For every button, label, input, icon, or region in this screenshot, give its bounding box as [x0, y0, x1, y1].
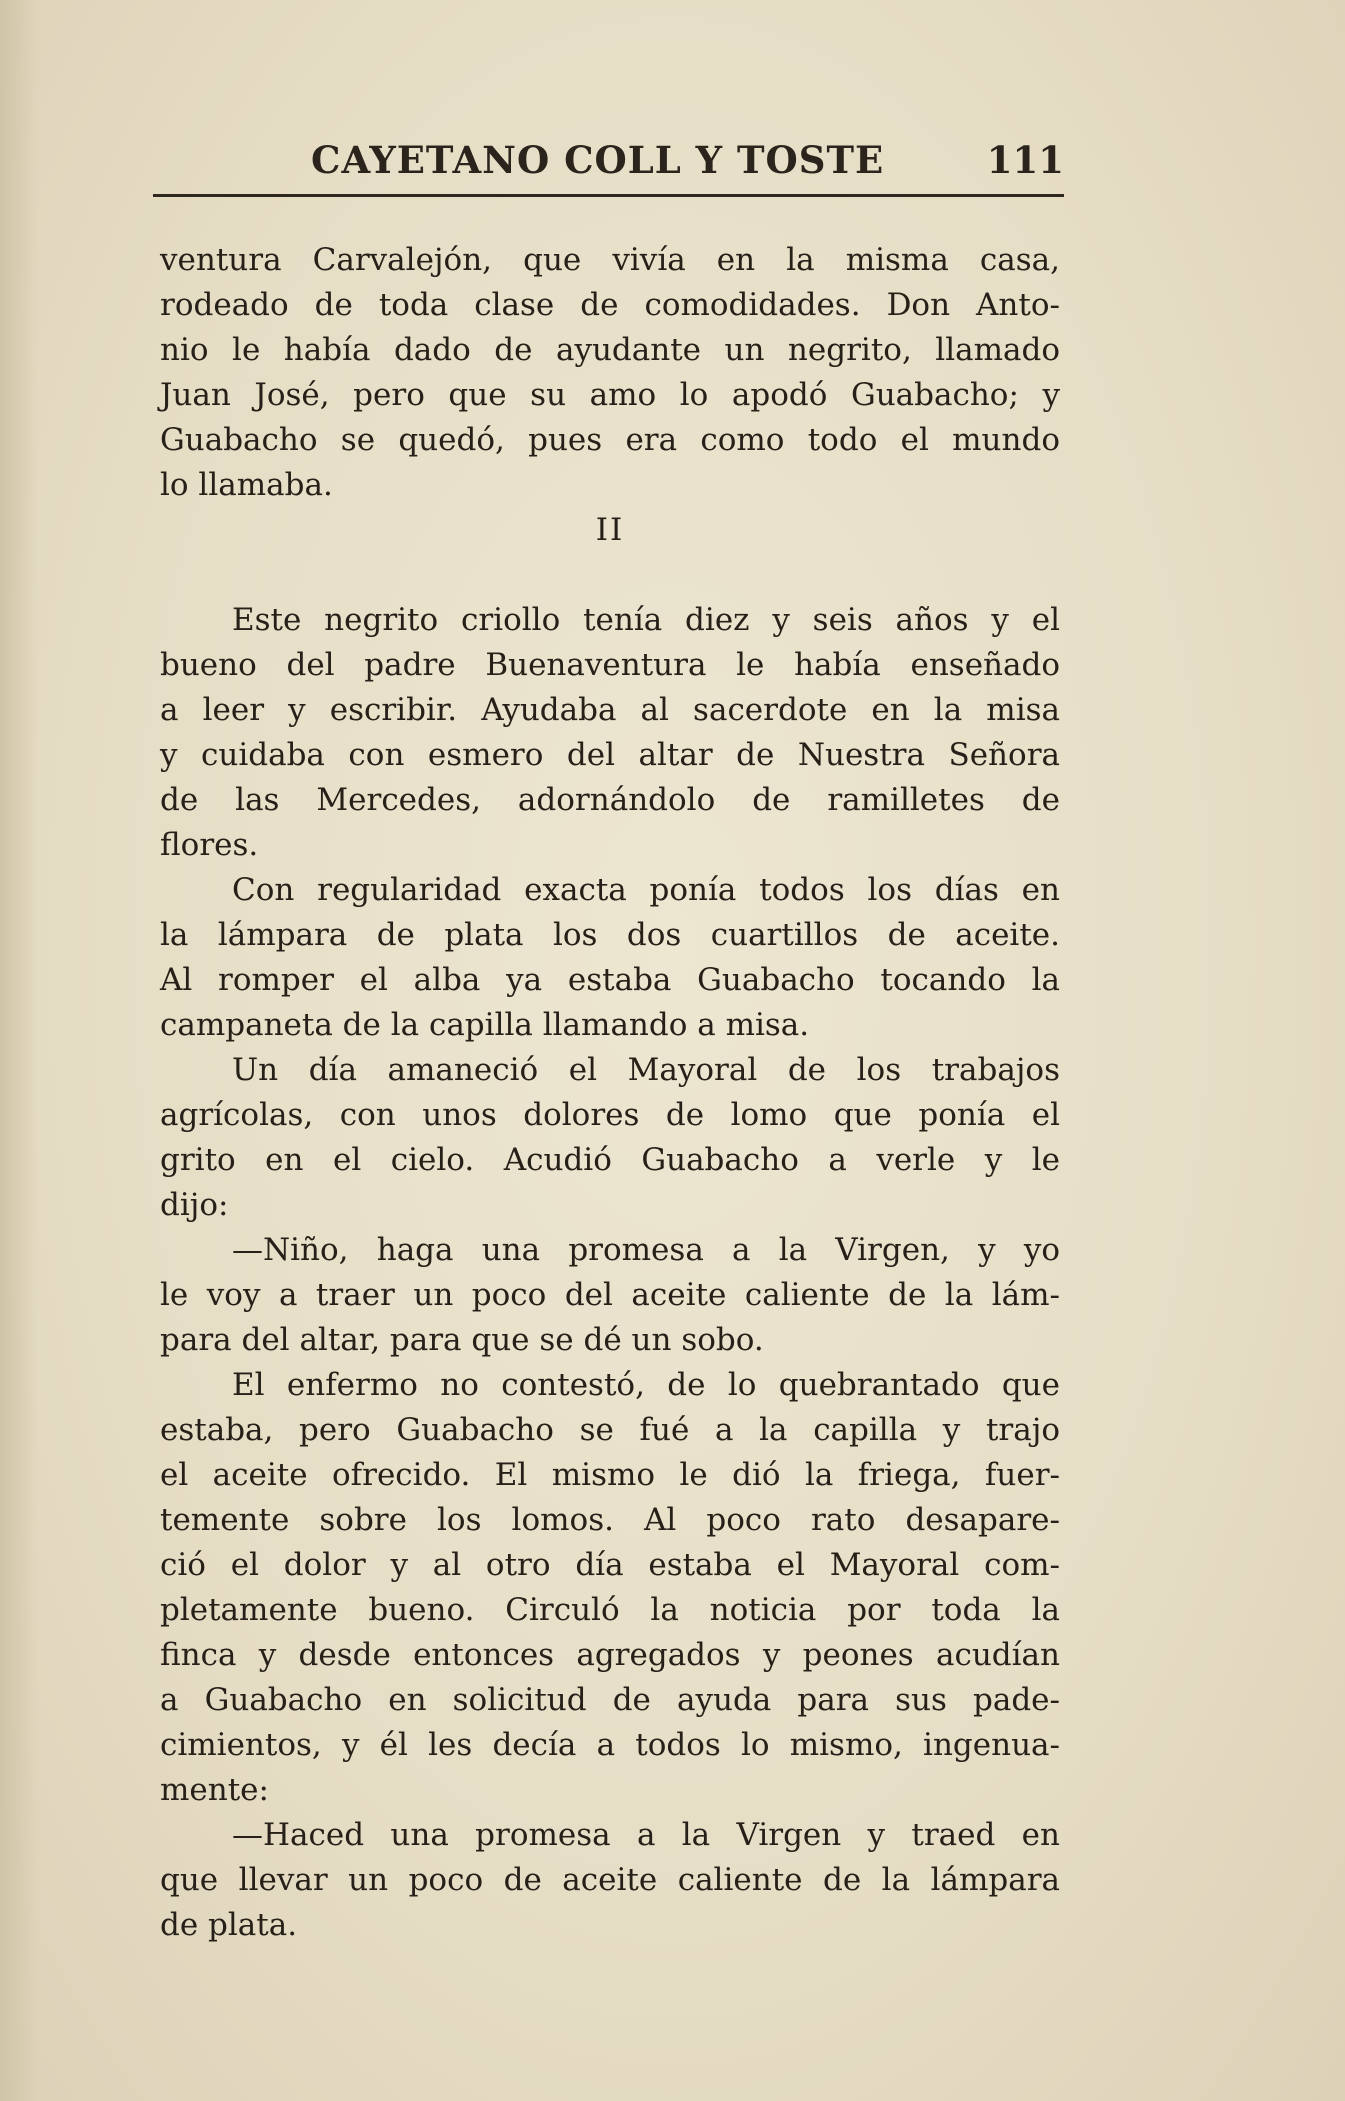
section-heading: II [595, 512, 625, 548]
spine-shadow [0, 0, 38, 2101]
text-line: flores. [160, 827, 259, 863]
paragraph [160, 1228, 1060, 1363]
text-line: Este negrito criollo tenía diez y seis años y el [232, 602, 1060, 638]
text-line: estaba, pero Guabacho se fué a la capilla y trajo [160, 1412, 1060, 1448]
page-number: 111 [986, 138, 1064, 182]
paragraph [160, 1048, 1060, 1228]
paragraph [160, 1363, 1060, 1813]
text-line: ventura Carvalejón, que vivía en la misma casa, [160, 242, 1060, 278]
text-line: campaneta de la capilla llamando a misa. [160, 1007, 810, 1043]
running-head [153, 138, 1064, 198]
text-line: mente: [160, 1772, 269, 1808]
text-line: a Guabacho en solicitud de ayuda para sus pade- [160, 1682, 1060, 1718]
text-line: bueno del padre Buenaventura le había enseñado [160, 647, 1060, 683]
running-title: CAYETANO COLL Y TOSTE [311, 138, 885, 182]
text-line: Con regularidad exacta ponía todos los días en [232, 872, 1060, 908]
text-line: la lámpara de plata los dos cuartillos de aceite. [160, 917, 1060, 953]
text-line: a leer y escribir. Ayudaba al sacerdote en la misa [160, 692, 1060, 728]
text-line: ció el dolor y al otro día estaba el Mayoral com- [160, 1547, 1060, 1583]
body-text [160, 238, 1060, 1948]
text-line: agrícolas, con unos dolores de lomo que ponía el [160, 1097, 1060, 1133]
text-line: —Niño, haga una promesa a la Virgen, y yo [232, 1232, 1060, 1268]
text-line: cimientos, y él les decía a todos lo mismo, ingenua- [160, 1727, 1060, 1763]
paragraph [160, 598, 1060, 868]
paragraph [160, 868, 1060, 1048]
text-line: pletamente bueno. Circuló la noticia por toda la [160, 1592, 1060, 1628]
text-line: grito en el cielo. Acudió Guabacho a verle y le [160, 1142, 1060, 1178]
text-line: —Haced una promesa a la Virgen y traed en [232, 1817, 1060, 1853]
text-line: de las Mercedes, adornándolo de ramilletes de [160, 782, 1060, 818]
text-line: lo llamaba. [160, 467, 333, 503]
text-line: para del altar, para que se dé un sobo. [160, 1322, 764, 1358]
text-line: temente sobre los lomos. Al poco rato desapare- [160, 1502, 1060, 1538]
text-line: rodeado de toda clase de comodidades. Don Anto- [160, 287, 1060, 323]
text-line: que llevar un poco de aceite caliente de la lámpara [160, 1862, 1060, 1898]
text-line: dijo: [160, 1187, 229, 1223]
intro-paragraph [160, 238, 1060, 508]
text-line: el aceite ofrecido. El mismo le dió la friega, fuer- [160, 1457, 1060, 1493]
text-line: de plata. [160, 1907, 298, 1943]
text-line: Guabacho se quedó, pues era como todo el mundo [160, 422, 1060, 458]
text-line: le voy a traer un poco del aceite caliente de la lám- [160, 1277, 1060, 1313]
header-rule [153, 194, 1064, 197]
text-line: y cuidaba con esmero del altar de Nuestra Señora [160, 737, 1060, 773]
text-line: finca y desde entonces agregados y peones acudían [160, 1637, 1060, 1673]
text-line: El enfermo no contestó, de lo quebrantado que [232, 1367, 1060, 1403]
paragraph [160, 1813, 1060, 1948]
text-line: Juan José, pero que su amo lo apodó Guabacho; y [160, 377, 1060, 413]
text-line: nio le había dado de ayudante un negrito, llamado [160, 332, 1060, 368]
text-line: Al romper el alba ya estaba Guabacho tocando la [160, 962, 1060, 998]
text-line: Un día amaneció el Mayoral de los trabajos [232, 1052, 1060, 1088]
